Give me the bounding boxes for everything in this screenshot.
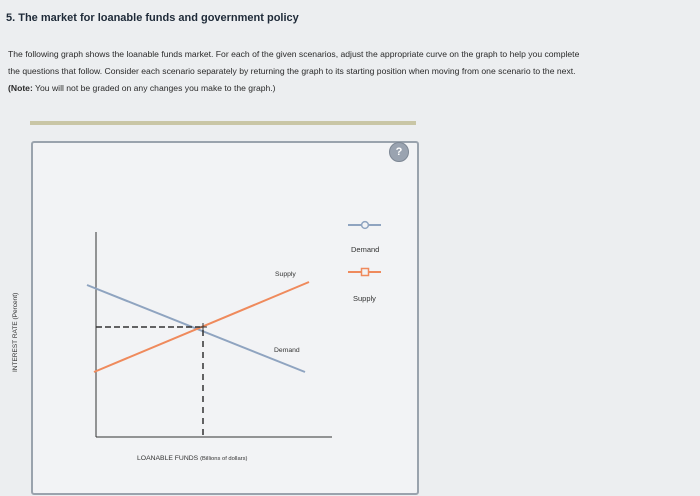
question-title: 5. The market for loanable funds and government policy bbox=[6, 12, 299, 24]
instruction-line-1: The following graph shows the loanable funds market. For each of the given scenarios, adjust the appropriate curve on the graph to help you complete bbox=[8, 49, 580, 59]
supply-curve-label: Supply bbox=[275, 271, 296, 278]
y-axis-label: INTEREST RATE (Percent) bbox=[12, 292, 19, 372]
legend-demand-marker[interactable] bbox=[348, 222, 381, 229]
note-text: You will not be graded on any changes you make to the graph.) bbox=[32, 83, 276, 93]
help-icon[interactable]: ? bbox=[389, 142, 409, 162]
instruction-line-2: the questions that follow. Consider each scenario separately by returning the graph to its starting position when moving from one scenario to the next. bbox=[8, 66, 576, 76]
legend-demand-label: Demand bbox=[351, 245, 380, 254]
x-axis-label: LOANABLE FUNDS (Billions of dollars) bbox=[137, 455, 248, 462]
legend-supply-label: Supply bbox=[353, 294, 376, 303]
note-label: (Note: bbox=[8, 83, 33, 93]
legend-supply-marker[interactable] bbox=[348, 269, 381, 276]
demand-curve-label: Demand bbox=[274, 347, 300, 354]
